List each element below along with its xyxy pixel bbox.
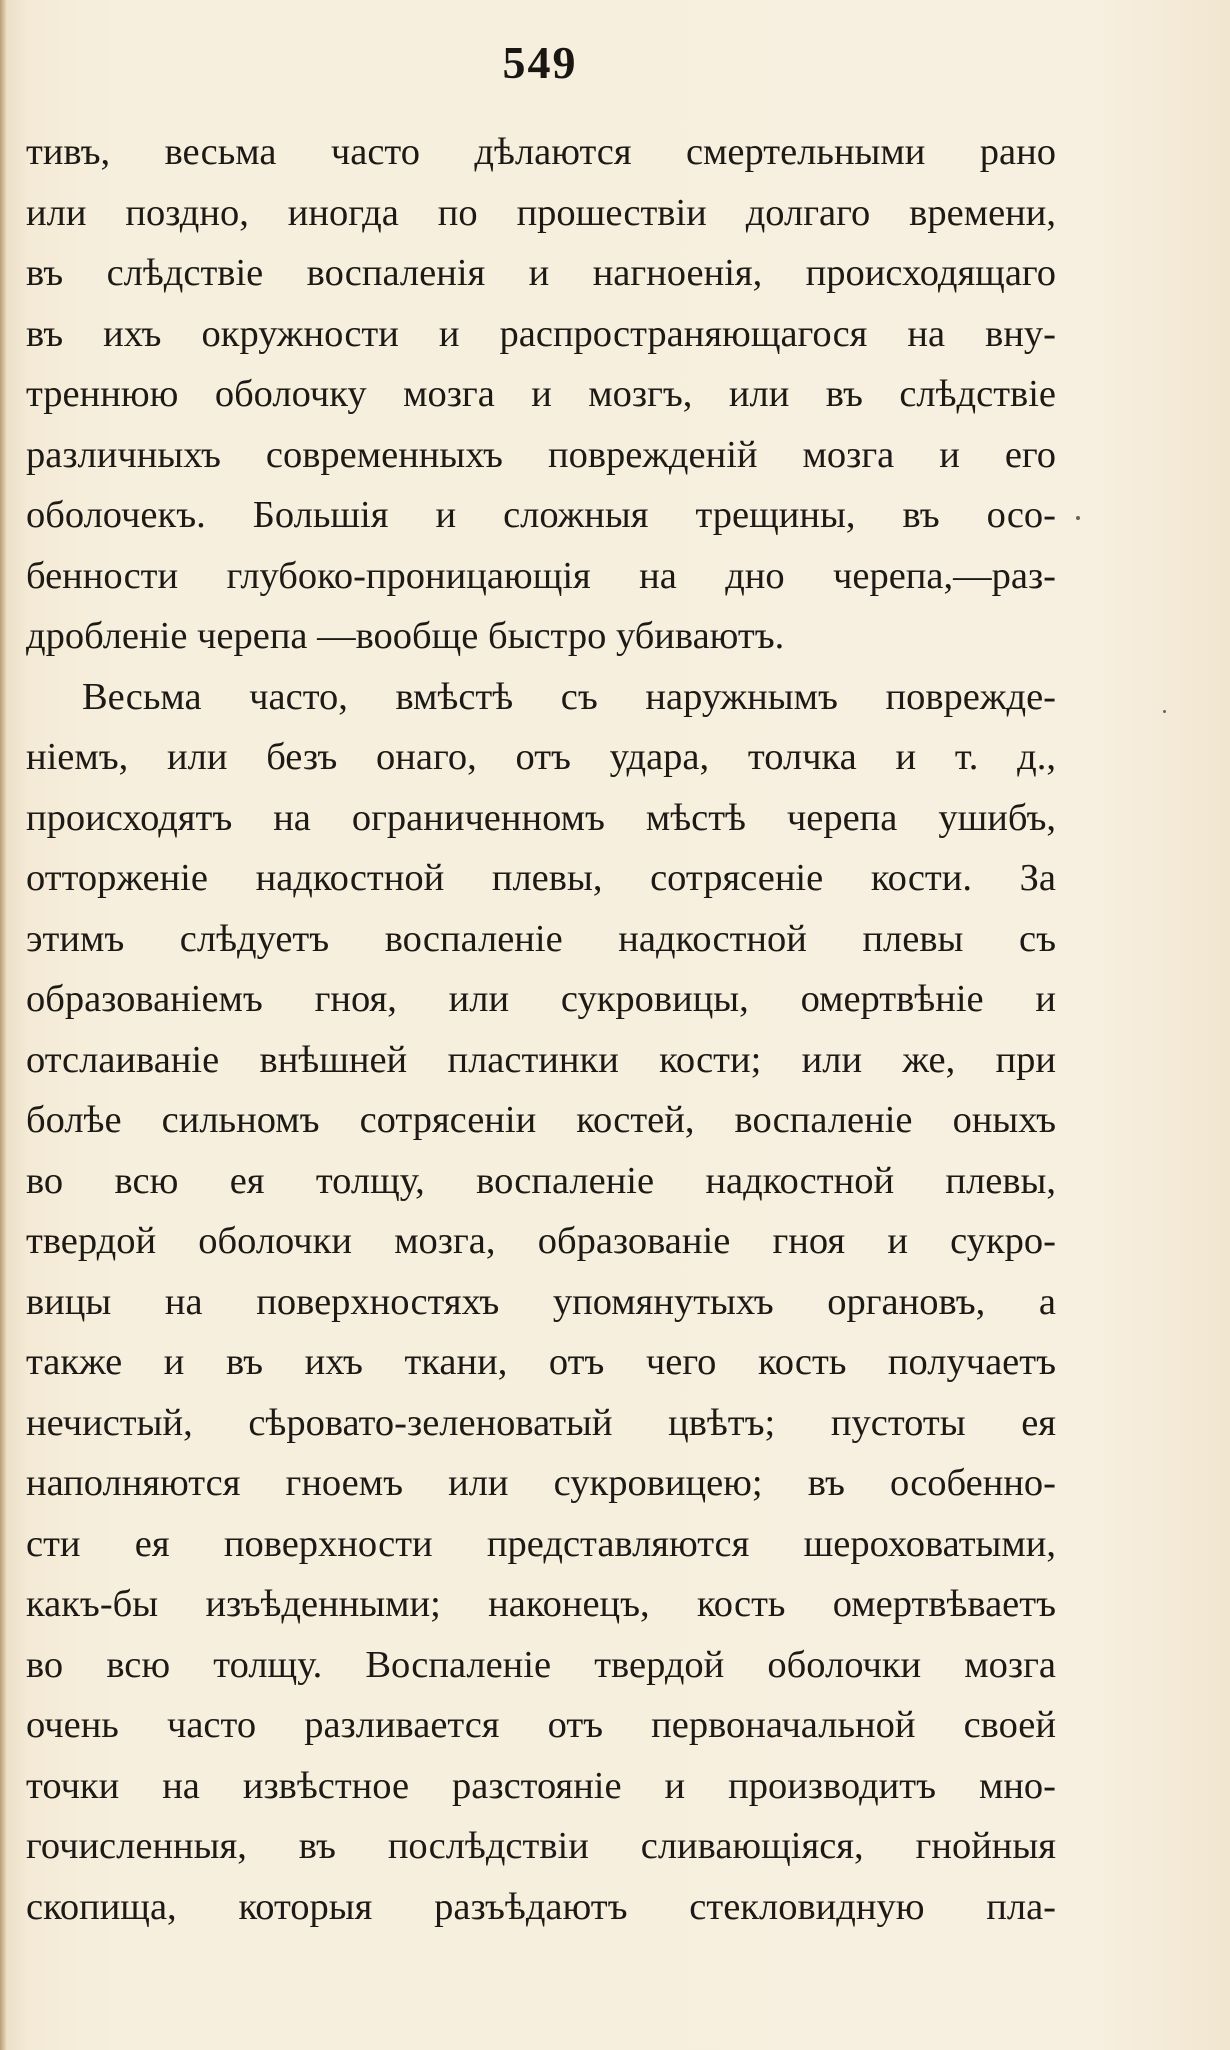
page-binding-edge — [0, 0, 6, 2050]
text-line: отторженіе надкостной плевы, сотрясеніе кости. За — [26, 857, 1056, 899]
text-line: очень часто разливается отъ первоначальной своей — [26, 1704, 1056, 1746]
text-line: вицы на поверхностяхъ упомянутыхъ органовъ, а — [26, 1280, 1056, 1323]
text-line: во всю толщу. Воспаленіе твердой оболочки мозга — [26, 1643, 1056, 1686]
text-line: гочисленныя, въ послѣдствіи сливающіяся, гнойныя — [26, 1825, 1056, 1867]
text-line: или поздно, иногда по прошествіи долгаго времени, — [26, 191, 1056, 234]
text-line: въ слѣдствіе воспаленія и нагноенія, происходящаго — [26, 252, 1056, 294]
text-line: Весьма часто, вмѣстѣ съ наружнымъ поврежде- — [82, 675, 1056, 718]
text-line: дробленіе черепа —вообще быстро убиваютъ. — [26, 615, 785, 657]
text-line: нечистый, сѣровато-зеленоватый цвѣтъ; пустоты ея — [26, 1401, 1056, 1444]
print-speck — [1163, 710, 1166, 713]
page-number: 549 — [502, 37, 578, 88]
text-line: какъ-бы изъѣденными; наконецъ, кость омертвѣваетъ — [26, 1583, 1056, 1625]
text-line: треннюю оболочку мозга и мозгъ, или въ слѣдствіе — [26, 373, 1056, 415]
text-line: образованіемъ гноя, или сукровицы, омертвѣніе и — [26, 978, 1056, 1020]
text-line: происходятъ на ограниченномъ мѣстѣ черепа ушибъ, — [26, 796, 1056, 839]
text-line: въ ихъ окружности и распространяющагося на вну- — [26, 312, 1056, 355]
text-line: во всю ея толщу, воспаленіе надкостной плевы, — [26, 1159, 1056, 1202]
print-speck — [1076, 516, 1080, 520]
text-line: сти ея поверхности представляются шероховатыми, — [26, 1522, 1056, 1565]
text-line: этимъ слѣдуетъ воспаленіе надкостной плевы съ — [26, 917, 1056, 960]
text-line: отслаиваніе внѣшней пластинки кости; или же, при — [26, 1038, 1056, 1081]
text-line: скопища, которыя разъѣдаютъ стекловидную пла- — [26, 1885, 1056, 1928]
body-text — [26, 122, 1056, 1937]
text-line: наполняются гноемъ или сукровицею; въ особенно- — [26, 1462, 1056, 1504]
text-line: тивъ, весьма часто дѣлаются смертельными рано — [26, 131, 1056, 173]
text-line: оболочекъ. Большія и сложныя трещины, въ осо- — [26, 494, 1056, 536]
text-line: различныхъ современныхъ поврежденій мозга и его — [26, 433, 1056, 476]
text-line: также и въ ихъ ткани, отъ чего кость получаетъ — [26, 1341, 1056, 1383]
text-line: болѣе сильномъ сотрясеніи костей, воспаленіе оныхъ — [26, 1099, 1056, 1141]
text-line: твердой оболочки мозга, образованіе гноя и сукро- — [26, 1220, 1056, 1262]
text-line: точки на извѣстное разстояніе и производитъ мно- — [26, 1764, 1056, 1807]
text-line: ніемъ, или безъ онаго, отъ удара, толчка и т. д., — [26, 736, 1056, 778]
text-line: бенности глубоко-проницающія на дно черепа,—раз- — [26, 554, 1056, 597]
